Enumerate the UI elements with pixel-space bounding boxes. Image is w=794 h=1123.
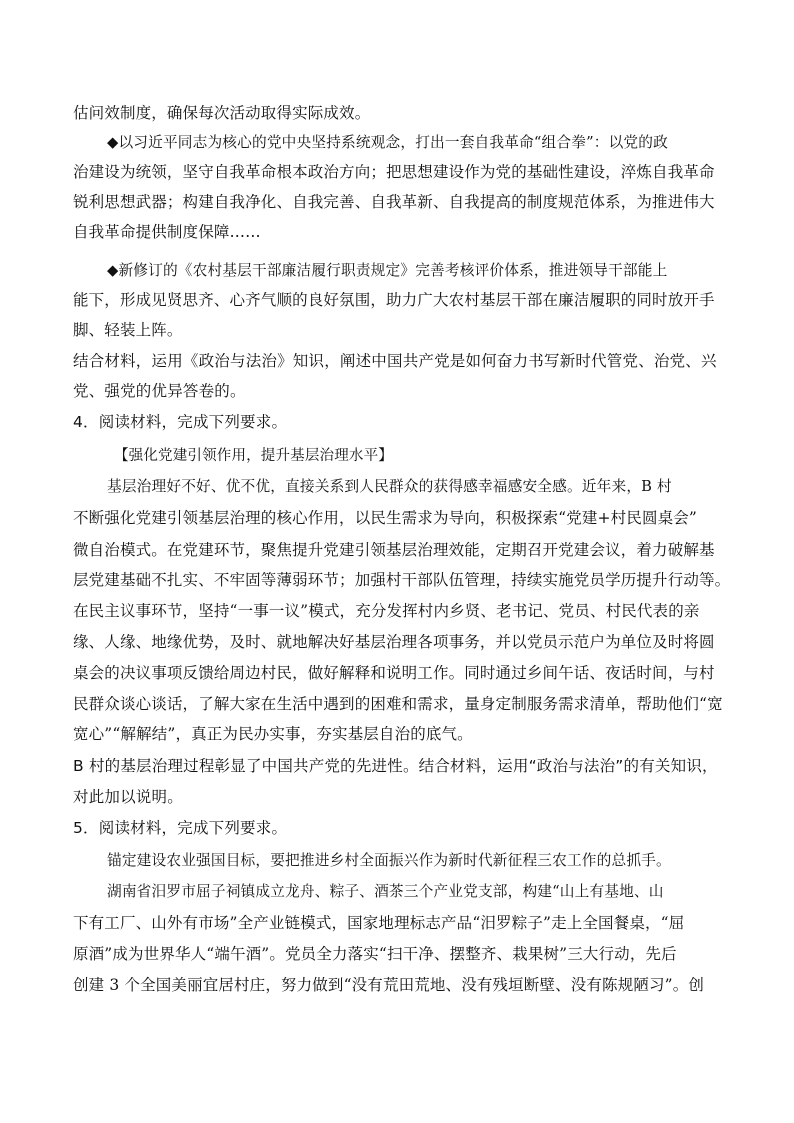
question-heading: 4．阅读材料，完成下列要求。 [73,413,288,431]
question-text: 对此加以说明。 [73,788,183,806]
text-line: 不断强化党建引领基层治理的核心作用，以民生需求为导向，积极探索“党建+村民圆桌会” [73,509,697,527]
text-line: 湖南省汨罗市屈子祠镇成立龙舟、粽子、酒茶三个产业党支部，构建“山上有基地、山 [107,883,664,900]
bullet-paragraph: ◆新修订的《农村基层干部廉洁履行职责规定》完善考核评价体系，推进领导干部能上 [107,262,668,279]
text-line: 民群众谈心谈话，了解大家在生活中遇到的困难和需求，量身定制服务需求清单，帮助他们“宽 [73,695,723,713]
text-line: 层党建基础不扎实、不牢固等薄弱环节；加强村干部队伍管理，持续实施党员学历提升行动等。 [73,571,731,589]
text-line: 下有工厂、山外有市场”全产业链模式，国家地理标志产品“汨罗粽子”走上全国餐桌，“屈 [73,914,685,932]
bullet-paragraph: ◆以习近平同志为核心的党中央坚持系统观念，打出一套自我革命“组合拳”：以党的政 [107,134,668,151]
text-line: 宽心”“解解结”，真正为民办实事，夯实基层自治的底气。 [73,725,473,743]
text-line: 桌会的决议事项反馈给周边村民，做好解释和说明工作。同时通过乡间午话、夜话时间，与村 [73,664,715,682]
material-title: 【强化党建引领作用，提升基层治理水平】 [114,448,393,464]
text-line: 原酒”成为世界华人“端午酒”。党员全力落实“扫干净、摆整齐、栽果树”三大行动，先后 [73,945,677,963]
question-heading: 5．阅读材料，完成下列要求。 [73,819,288,837]
text-line: 在民主议事环节，坚持“一事一议”模式，充分发挥村内乡贤、老书记、党员、村民代表的亲 [73,602,700,620]
text-line: 锚定建设农业强国目标，要把推进乡村全面振兴作为新时代新征程三农工作的总抓手。 [107,852,671,869]
text-line: 能下，形成见贤思齐、心齐气顺的良好氛围，助力广大农村基层干部在廉洁履职的同时放开手 [73,291,715,309]
text-line: 微自治模式。在党建环节，聚焦提升党建引领基层治理效能，定期召开党建会议，着力破解基 [73,541,715,559]
question-text: B 村的基层治理过程彰显了中国共产党的先进性。结合材料，运用“政治与法治”的有关知识， [73,757,718,775]
text-line: 脚、轻装上阵。 [73,321,183,339]
text-line: 基层治理好不好、优不优，直接关系到人民群众的获得感幸福感安全感。近年来，B 村 [107,478,672,495]
question-text: 结合材料，运用《政治与法治》知识，阐述中国共产党是如何奋力书写新时代管党、治党、兴 [73,352,717,370]
text-line: 缘、人缘、地缘优势，及时、就地解决好基层治理各项事务，并以党员示范户为单位及时将圆 [73,633,715,651]
text-line: 锐利思想武器；构建自我净化、自我完善、自我革新、自我提高的制度规范体系，为推进伟大 [73,193,715,211]
text-line: 自我革命提供制度保障…… [73,223,261,241]
text-line: 创建 3 个全国美丽宜居村庄，努力做到“没有荒田荒地、没有残垣断壁、没有陈规陋习”。创 [73,976,705,994]
text-line: 估问效制度，确保每次活动取得实际成效。 [73,104,371,122]
text-line: 治建设为统领，坚守自我革命根本政治方向；把思想建设作为党的基础性建设，淬炼自我革命 [73,163,715,181]
question-text: 党、强党的优异答卷的。 [73,382,246,400]
